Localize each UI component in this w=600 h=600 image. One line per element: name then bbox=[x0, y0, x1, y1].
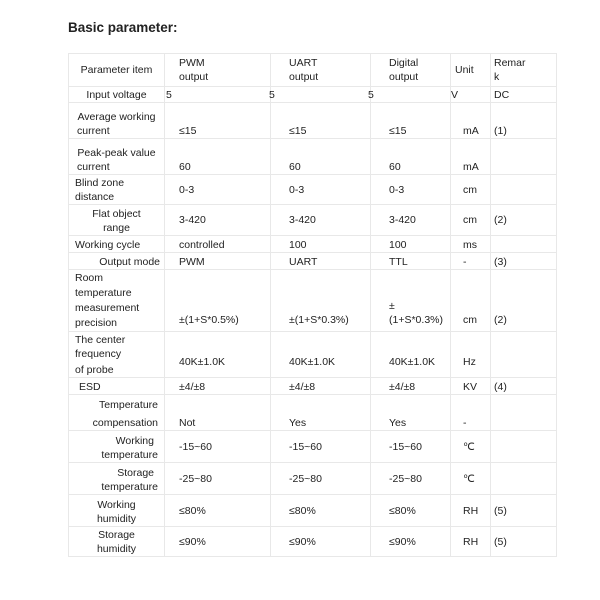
param-name-line: Working bbox=[115, 435, 154, 447]
param-name-line: current bbox=[77, 161, 110, 173]
table-row bbox=[69, 253, 557, 270]
header-remark bbox=[491, 54, 557, 87]
row-unit: cm bbox=[451, 175, 491, 205]
param-name-line: Flat object bbox=[92, 208, 141, 220]
row-digital-value: 60 bbox=[371, 139, 451, 175]
row-digital-value: 100 bbox=[371, 236, 451, 253]
param-name-line: temperature bbox=[101, 449, 158, 461]
row-uart-value: 0-3 bbox=[271, 175, 371, 205]
row-digital-value: 40K±1.0K bbox=[371, 332, 451, 378]
row-unit: - bbox=[451, 395, 491, 431]
table-row bbox=[69, 527, 557, 557]
row-digital-value: 0-3 bbox=[371, 175, 451, 205]
param-name-line: precision bbox=[75, 316, 118, 329]
row-param-name bbox=[69, 527, 165, 557]
section-title: Basic parameter: bbox=[68, 20, 178, 35]
row-uart-value: ±(1+S*0.3%) bbox=[271, 270, 371, 332]
row-uart-value: ≤80% bbox=[271, 495, 371, 527]
row-uart-value: ±4/±8 bbox=[271, 378, 371, 395]
table-row bbox=[69, 332, 557, 378]
param-name-line: ESD bbox=[79, 381, 101, 393]
row-param-name bbox=[69, 270, 165, 332]
param-name-line: distance bbox=[75, 191, 115, 203]
row-pwm-value: 40K±1.0K bbox=[165, 332, 271, 378]
row-param-name bbox=[69, 431, 165, 463]
row-remark: (1) bbox=[491, 103, 557, 139]
row-unit: V bbox=[451, 87, 491, 103]
table-header-row bbox=[69, 54, 557, 87]
param-name-line: measurement bbox=[75, 301, 140, 314]
row-remark: (2) bbox=[491, 270, 557, 332]
row-pwm-value: ≤80% bbox=[165, 495, 271, 527]
param-name-line: of probe bbox=[75, 364, 114, 376]
row-param-name bbox=[69, 103, 165, 139]
header-digital-line: Digital bbox=[389, 57, 419, 69]
row-pwm-value: -15~60 bbox=[165, 431, 271, 463]
row-pwm-value: ≤15 bbox=[165, 103, 271, 139]
row-param-name bbox=[69, 395, 165, 431]
row-remark: (3) bbox=[491, 253, 557, 270]
table-row bbox=[69, 236, 557, 253]
row-unit: ℃ bbox=[451, 431, 491, 463]
row-pwm-value: 3-420 bbox=[165, 205, 271, 236]
param-name-line: Blind zone bbox=[75, 177, 125, 189]
row-digital-value: ±4/±8 bbox=[371, 378, 451, 395]
param-name-line: Average working bbox=[77, 111, 156, 123]
row-digital-value: ≤80% bbox=[371, 495, 451, 527]
row-unit: cm bbox=[451, 270, 491, 332]
table-row bbox=[69, 205, 557, 236]
header-uart-line: UART bbox=[289, 57, 318, 69]
row-remark bbox=[491, 175, 557, 205]
table-row bbox=[69, 378, 557, 395]
table-row bbox=[69, 463, 557, 495]
row-remark bbox=[491, 431, 557, 463]
row-unit: - bbox=[451, 253, 491, 270]
table-row bbox=[69, 495, 557, 527]
param-name-line: Storage bbox=[98, 529, 135, 541]
header-pwm-line: PWM bbox=[179, 57, 205, 69]
header-digital-output bbox=[371, 54, 451, 87]
row-pwm-value: ±(1+S*0.5%) bbox=[165, 270, 271, 332]
param-name-line: frequency bbox=[75, 348, 122, 360]
row-pwm-value: ±4/±8 bbox=[165, 378, 271, 395]
row-param-name bbox=[69, 253, 165, 270]
row-pwm-value: controlled bbox=[165, 236, 271, 253]
param-name-line: Working cycle bbox=[75, 239, 141, 251]
row-digital-value: -15~60 bbox=[371, 431, 451, 463]
row-param-name bbox=[69, 236, 165, 253]
digital-value-text: 5 bbox=[368, 89, 374, 101]
row-uart-value: 3-420 bbox=[271, 205, 371, 236]
param-name-line: Storage bbox=[117, 467, 154, 479]
row-param-name bbox=[69, 495, 165, 527]
table-row bbox=[69, 139, 557, 175]
table-row bbox=[69, 431, 557, 463]
row-remark: (4) bbox=[491, 378, 557, 395]
header-remark-line: Remar bbox=[494, 57, 526, 69]
row-param-name bbox=[69, 175, 165, 205]
row-param-name bbox=[69, 332, 165, 378]
row-uart-value: -15~60 bbox=[271, 431, 371, 463]
row-pwm-value: 0-3 bbox=[165, 175, 271, 205]
row-param-name bbox=[69, 463, 165, 495]
row-unit: RH bbox=[451, 527, 491, 557]
row-digital-value: TTL bbox=[371, 253, 451, 270]
row-pwm-value: 5 bbox=[165, 87, 271, 103]
row-pwm-value: Not bbox=[165, 395, 271, 431]
param-name-line: Working bbox=[97, 499, 136, 511]
row-pwm-value: -25~80 bbox=[165, 463, 271, 495]
row-digital-value: ±(1+S*0.3%) bbox=[371, 270, 451, 332]
uart-value-text: 5 bbox=[269, 89, 275, 101]
table-row bbox=[69, 87, 557, 103]
row-digital-value: ≤90% bbox=[371, 527, 451, 557]
row-remark: (5) bbox=[491, 527, 557, 557]
row-param-name bbox=[69, 139, 165, 175]
row-param-name bbox=[69, 205, 165, 236]
row-uart-value: ≤15 bbox=[271, 103, 371, 139]
header-uart-line: output bbox=[289, 71, 319, 83]
row-uart-value: 100 bbox=[271, 236, 371, 253]
param-name-line: Output mode bbox=[99, 256, 160, 268]
table-row bbox=[69, 175, 557, 205]
row-param-name bbox=[69, 87, 165, 103]
param-name-line: compensation bbox=[92, 417, 158, 429]
param-name-line: Room bbox=[75, 271, 104, 284]
row-digital-value: -25~80 bbox=[371, 463, 451, 495]
row-unit: cm bbox=[451, 205, 491, 236]
row-param-name bbox=[69, 378, 165, 395]
row-digital-value: ≤15 bbox=[371, 103, 451, 139]
row-unit: ℃ bbox=[451, 463, 491, 495]
row-remark: (2) bbox=[491, 205, 557, 236]
row-remark: (5) bbox=[491, 495, 557, 527]
param-name-line: current bbox=[77, 125, 110, 137]
row-remark bbox=[491, 332, 557, 378]
row-unit: mA bbox=[451, 103, 491, 139]
param-name-line: range bbox=[103, 222, 130, 234]
row-pwm-value: PWM bbox=[165, 253, 271, 270]
row-uart-value: Yes bbox=[271, 395, 371, 431]
row-digital-value bbox=[368, 87, 451, 103]
row-remark bbox=[491, 139, 557, 175]
table-row bbox=[69, 270, 557, 332]
param-name-line: Peak-peak value bbox=[77, 147, 156, 159]
header-pwm-output bbox=[165, 54, 271, 87]
row-unit: RH bbox=[451, 495, 491, 527]
row-uart-value: -25~80 bbox=[271, 463, 371, 495]
row-unit: ms bbox=[451, 236, 491, 253]
param-name-line: Temperature bbox=[99, 399, 158, 411]
row-uart-value: UART bbox=[271, 253, 371, 270]
param-name-line: temperature bbox=[75, 286, 132, 299]
row-remark bbox=[491, 236, 557, 253]
header-digital-line: output bbox=[389, 71, 419, 83]
row-digital-value: 3-420 bbox=[371, 205, 451, 236]
param-name-line: temperature bbox=[101, 481, 158, 493]
header-parameter-item: Parameter item bbox=[69, 54, 165, 87]
param-name-line: Input voltage bbox=[86, 89, 147, 101]
header-unit: Unit bbox=[451, 54, 491, 87]
row-remark: DC bbox=[491, 87, 557, 103]
table-row bbox=[69, 103, 557, 139]
row-unit: mA bbox=[451, 139, 491, 175]
header-remark-line: k bbox=[494, 71, 500, 83]
header-uart-output bbox=[271, 54, 371, 87]
row-uart-value: 40K±1.0K bbox=[271, 332, 371, 378]
row-pwm-value: ≤90% bbox=[165, 527, 271, 557]
row-uart-value bbox=[271, 87, 371, 103]
row-digital-value: Yes bbox=[371, 395, 451, 431]
parameter-table bbox=[68, 53, 557, 557]
row-unit: KV bbox=[451, 378, 491, 395]
header-pwm-line: output bbox=[179, 71, 209, 83]
param-name-line: The center bbox=[75, 334, 126, 346]
row-remark bbox=[491, 463, 557, 495]
row-uart-value: ≤90% bbox=[271, 527, 371, 557]
row-unit: Hz bbox=[451, 332, 491, 378]
row-remark bbox=[491, 395, 557, 431]
param-name-line: humidity bbox=[96, 543, 137, 555]
row-pwm-value: 60 bbox=[165, 139, 271, 175]
row-uart-value: 60 bbox=[271, 139, 371, 175]
param-name-line: humidity bbox=[96, 513, 137, 525]
table-row bbox=[69, 395, 557, 431]
